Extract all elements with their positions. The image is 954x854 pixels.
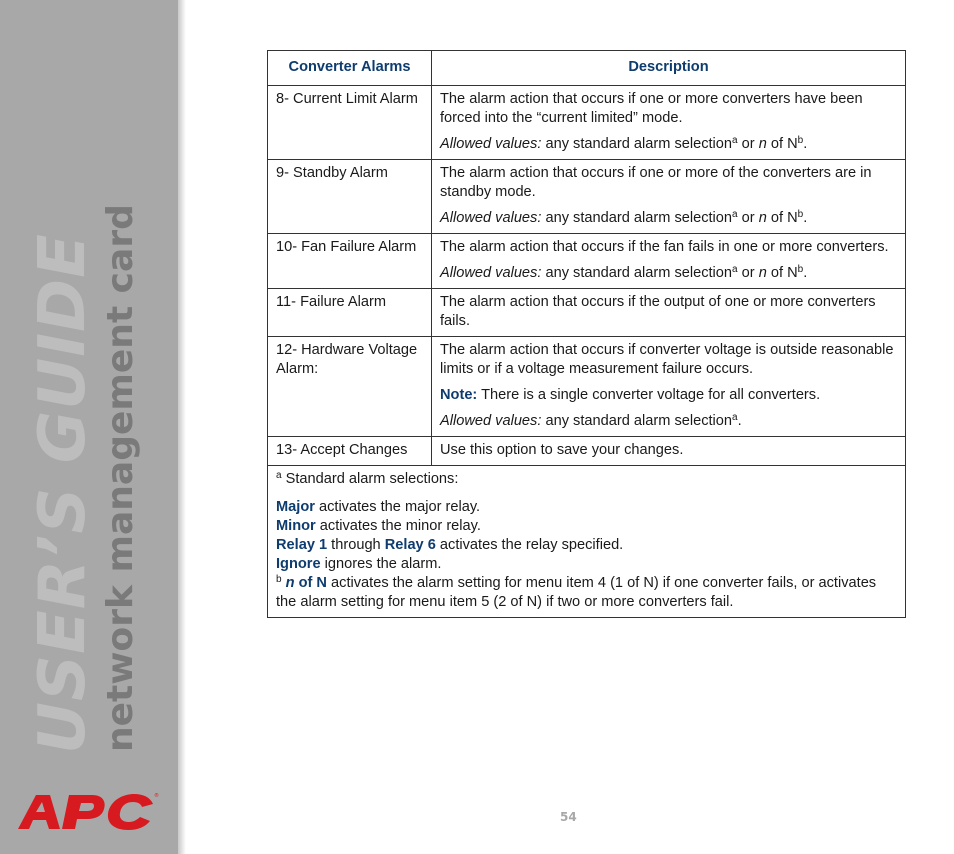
header-description: Description — [432, 51, 906, 86]
allowed-values: Allowed values: any standard alarm selection$^a$. — [440, 412, 742, 429]
table-row — [268, 289, 906, 337]
alarm-name: 13- Accept Changes — [268, 437, 432, 466]
alarm-description — [432, 289, 906, 337]
header-converter-alarms: Converter Alarms — [268, 51, 432, 86]
footnote-ignore: Ignore ignores the alarm. — [276, 556, 442, 572]
sidebar-shadow — [178, 0, 186, 854]
footnotes — [268, 466, 906, 618]
allowed-values: Allowed values: any standard alarm selection$^a$ or n of $N^b$. — [440, 264, 808, 281]
apc-logo — [16, 789, 158, 835]
alarm-name: 8- Current Limit Alarm — [268, 86, 432, 160]
alarm-description — [432, 160, 906, 234]
table-row — [268, 234, 906, 289]
description-text: The alarm action that occurs if one or more of the converters are in standby mode. — [440, 165, 872, 200]
converter-alarms-table-wrap — [267, 50, 905, 618]
table-row — [268, 437, 906, 466]
footnote-a-intro: $^a$ Standard alarm selections: — [276, 470, 459, 487]
alarm-description — [432, 86, 906, 160]
guide-title: USER’S GUIDE — [26, 233, 100, 754]
alarm-name: 11- Failure Alarm — [268, 289, 432, 337]
alarm-description — [432, 234, 906, 289]
footnote-b: $^b$ n of N activates the alarm setting for menu item 4 (1 of N) if one converter fails, or activates the alarm setting for menu item 5 (2 of N) if two or more converters fail. — [276, 574, 877, 610]
alarm-name: 9- Standby Alarm — [268, 160, 432, 234]
table-footnotes-row — [268, 466, 906, 618]
svg-text:®: ® — [154, 793, 159, 799]
description-text: Use this option to save your changes. — [440, 442, 684, 458]
table-row — [268, 337, 906, 437]
alarm-name: 10- Fan Failure Alarm — [268, 234, 432, 289]
allowed-values: Allowed values: any standard alarm selection$^a$ or n of $N^b$. — [440, 135, 808, 152]
allowed-values: Allowed values: any standard alarm selection$^a$ or n of $N^b$. — [440, 209, 808, 226]
footnote-major: Major activates the major relay. — [276, 499, 481, 515]
footnote-minor: Minor activates the minor relay. — [276, 518, 481, 534]
table-header-row — [268, 51, 906, 86]
converter-alarms-table — [267, 50, 906, 618]
table-row — [268, 160, 906, 234]
note: Note: There is a single converter voltage for all converters. — [440, 387, 821, 403]
page-number: 54 — [560, 810, 577, 824]
description-text: The alarm action that occurs if the output of one or more converters fails. — [440, 294, 876, 329]
guide-subtitle: network management card — [100, 204, 141, 752]
alarm-name: 12- Hardware Voltage Alarm: — [268, 337, 432, 437]
alarm-description — [432, 337, 906, 437]
description-text: The alarm action that occurs if converter voltage is outside reasonable limits or if a voltage measurement failure occurs. — [440, 342, 894, 377]
footnote-relay: Relay 1 through Relay 6 activates the relay specified. — [276, 537, 624, 553]
description-text: The alarm action that occurs if one or more converters have been forced into the “current limited” mode. — [440, 91, 863, 126]
alarm-description — [432, 437, 906, 466]
description-text: The alarm action that occurs if the fan fails in one or more converters. — [440, 239, 889, 255]
table-row — [268, 86, 906, 160]
